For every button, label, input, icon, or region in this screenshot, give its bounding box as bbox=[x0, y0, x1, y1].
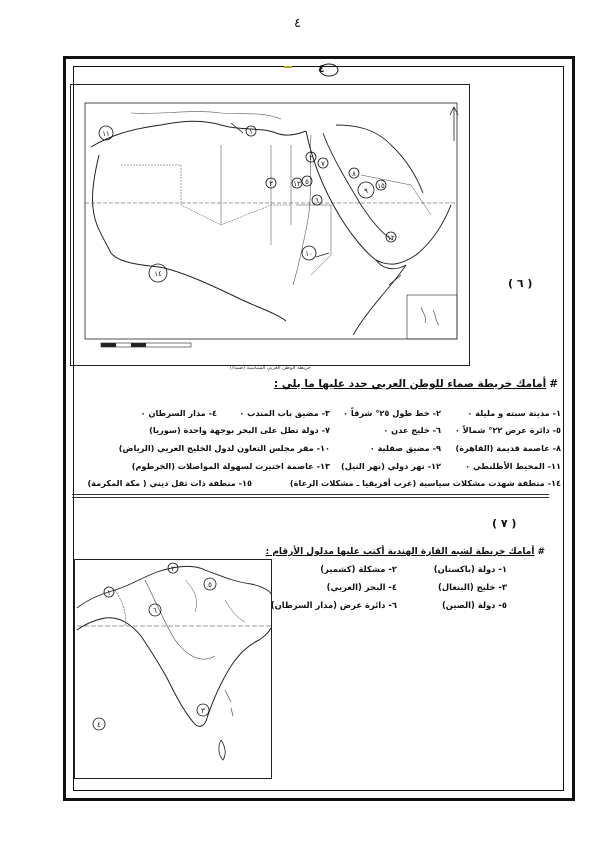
section7-item-2: ٢- مشكلة (كشمير) bbox=[320, 564, 397, 574]
section6-item-15: ١٥- منطقة ذات ثقل ديني ( مكة المكرمة) bbox=[87, 478, 252, 488]
india-map-labels bbox=[93, 563, 216, 730]
section6-item-8: ٨- عاصمة قديمة (القاهرة) bbox=[455, 443, 561, 453]
section6-item-7: ٧- دولة تطل على البحر بوجهة واحدة (سوريا) bbox=[149, 425, 330, 435]
map-label: ١٢ bbox=[387, 234, 395, 242]
section7-item-5: ٥- دولة (الصين) bbox=[441, 600, 507, 610]
section6-item-13: ١٣- عاصمة اختيرت لسهولة المواصلات (الخرطوم) bbox=[131, 461, 330, 471]
separator-line bbox=[72, 494, 549, 495]
section7-item-3: ٣- خليج (البنغال) bbox=[438, 582, 507, 592]
arab-map-labels bbox=[99, 126, 396, 282]
section7-item-6: ٦- دائرة عرض (مدار السرطان) bbox=[270, 600, 397, 610]
india-map-label: ٥ bbox=[208, 581, 212, 589]
section7-heading-text: أمامك خريطة لشبه القارة الهندية أكتب عليها مدلول الأرقام : bbox=[265, 547, 535, 557]
section6-item-4: ٤- مدار السرطان ٠ bbox=[140, 408, 217, 418]
map-label: ١١ bbox=[102, 130, 110, 138]
arab-world-map bbox=[70, 84, 470, 366]
india-map-label: ١ bbox=[107, 589, 111, 597]
section7-item-1: ١- دولة (باكستان) bbox=[433, 564, 507, 574]
section6-heading-text: أمامك خريطة صماء للوطن العربي حدد عليها ما يلي : bbox=[273, 378, 547, 390]
india-map-label: ٣ bbox=[201, 707, 205, 715]
section6-item-3: ٣- مضيق باب المندب ٠ bbox=[239, 408, 330, 418]
india-map-label: ٦ bbox=[153, 607, 157, 615]
india-map-label: ٢ bbox=[171, 565, 175, 573]
india-map-drawing bbox=[75, 560, 273, 780]
map-label: ١٥ bbox=[377, 182, 385, 190]
arab-world-map-drawing bbox=[71, 85, 471, 367]
map-label: ١ bbox=[249, 128, 253, 136]
map-label: ٥ bbox=[305, 178, 309, 186]
section6-item-14: ١٤- منطقة شهدت مشكلات سياسية (غرب أفريقيا ـ مشكلات الرعاة) bbox=[289, 478, 561, 488]
map-label: ١٣ bbox=[293, 180, 301, 188]
section7-item-4: ٤- البحر (العربي) bbox=[326, 582, 397, 592]
section6-item-2: ٢- خط طول ٢٥° شرقاً ٠ bbox=[343, 408, 441, 418]
section6-item-9: ٩- مضيق صقلية ٠ bbox=[369, 443, 441, 453]
map-label: ٦ bbox=[315, 197, 319, 205]
section6-item-12: ١٢- نهر دولي (نهر النيل) bbox=[341, 461, 441, 471]
map-label: ٣ bbox=[269, 180, 273, 188]
map-label: ١٠ bbox=[305, 250, 313, 258]
section6-heading: #أمامك خريطة صماء للوطن العربي حدد عليها ما يلي : bbox=[273, 378, 558, 390]
map-label: ٧ bbox=[321, 160, 325, 168]
section6-item-11: ١١- المحيط الأطلنطي ٠ bbox=[465, 461, 561, 471]
map-label: ٨ bbox=[352, 170, 356, 178]
map-label: ٩ bbox=[364, 187, 368, 195]
section6-item-1: ١- مدينة سبته و مليلة ٠ bbox=[467, 408, 561, 418]
section7-heading: #أمامك خريطة لشبه القارة الهندية أكتب عليها مدلول الأرقام : bbox=[265, 547, 545, 557]
question-number-6: ( ٦ ) bbox=[508, 277, 533, 290]
india-map bbox=[74, 559, 272, 779]
question-number-7: ( ٧ ) bbox=[492, 517, 517, 530]
map-caption: خريطة الوطن العربي السياسية (صماء) bbox=[230, 365, 312, 371]
india-map-label: ٤ bbox=[97, 721, 101, 729]
section6-item-5: ٥- دائرة عرض ٢٢° شمالاً ٠ bbox=[454, 425, 561, 435]
map-label: ١٤ bbox=[154, 270, 162, 278]
section6-item-10: ١٠- مقر مجلس التعاون لدول الخليج العربي (الرياض) bbox=[118, 443, 330, 453]
map-number-mark: ٤ bbox=[318, 62, 325, 75]
separator-line bbox=[72, 497, 549, 498]
section6-item-6: ٦- خليج عدن ٠ bbox=[383, 425, 441, 435]
page-number: ٤ bbox=[294, 16, 301, 31]
map-label: ٢ bbox=[309, 154, 313, 162]
